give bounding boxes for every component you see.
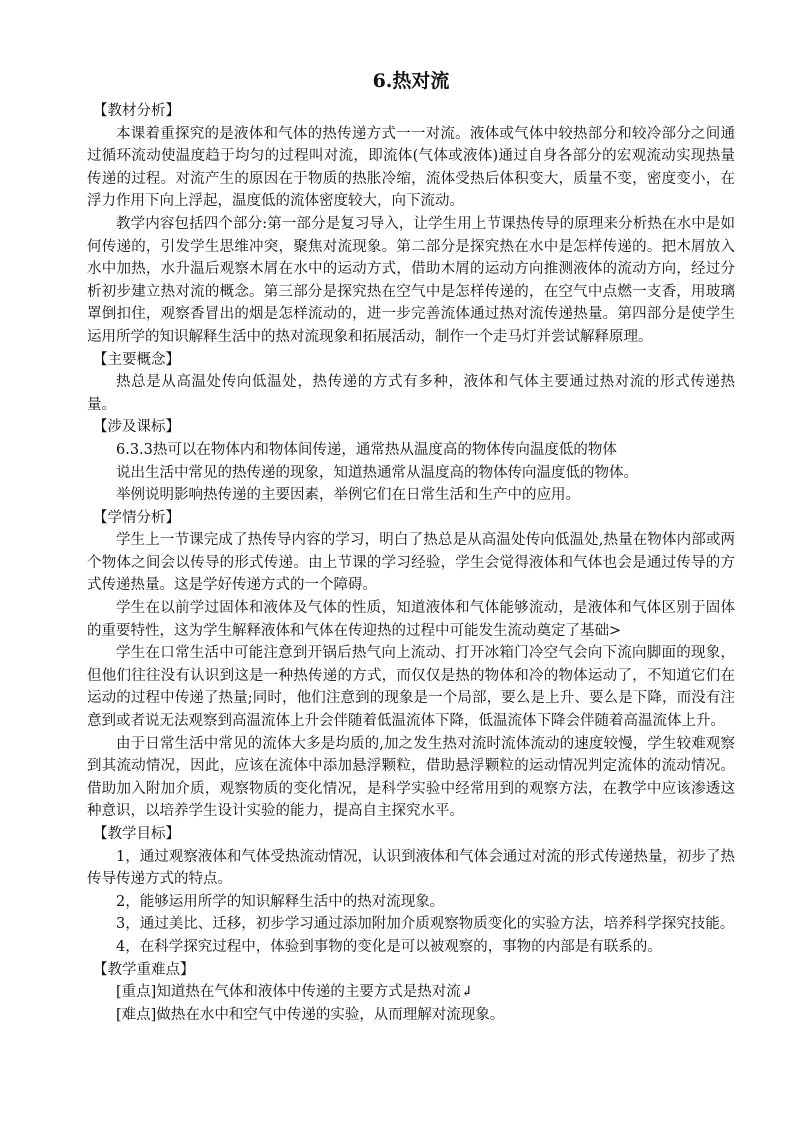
paragraph: 学生在以前学过固体和液体及气体的性质，知道液体和气体能够流动，是液体和气体区别于固体的重要特性，这为学生解释液体和气体在传迎热的过程中可能发生流动奠定了基础>: [87, 600, 735, 639]
standard-line: 举例说明影响热传递的主要因素，举例它们在日常生活和生产中的应用。: [116, 487, 580, 504]
keypoint-item: [重点]知道热在气体和液体中传递的主要方式是热对流↲: [116, 984, 473, 1001]
paragraph: 学生上一节课完成了热传导内容的学习，明白了热总是从高温处传向低温处,热量在物体内部或两个物体之间会以传导的形式传递。由上节课的学习经验，学生会觉得液体和气体也会是通过传导的方式传递热量。这是学好传递方式的一个障碍。: [87, 532, 735, 594]
standard-line: 说出生活中常见的热传递的现象，知道热通常从温度高的物体传向温度低的物体。: [116, 464, 638, 481]
goal-item: 3，通过美比、迁移，初步学习通过添加附加介质观察物质变化的实验方法，培养科学探究技能。: [116, 916, 735, 933]
paragraph: 学生在口常生活中可能注意到开锅后热气向上流动、打开冰箱门冷空气会向下流向脚面的现象，但他们往往没有认识到这是一种热传递的方式，而仅仅是热的物体和冷的物体运动了，不知道它们在运动的过程中传递了热量;同时，他们注意到的现象是一个局部，要么是上升、要么是下降，而没有注意到或者说无法观察到高温流体上升会伴随着低温流体下降，低温流体下降会伴随着高温流体上升。: [87, 645, 735, 730]
paragraph: 本课着重探究的是液体和气体的热传递方式一一对流。液体或气体中较热部分和较冷部分之间通过循环流动使温度趋于均匀的过程叫对流，即流体(气体或液体)通过自身各部分的宏观流动实现热量传递的过程。对流产生的原因在于物质的热胀冷缩，流体受热后体积变大，质量不变，密度变小，在浮力作用下向上浮起，温度低的流体密度较大，向下流动。: [87, 125, 735, 210]
goal-item: 1，通过观察液体和气体受热流动情况，认识到液体和气体会通过对流的形式传递热量，初步了热传导传递方式的特点。: [87, 848, 735, 888]
paragraph: 教学内容包括四个部分:第一部分是复习导入，让学生用上节课热传导的原理来分析热在水中是如何传递的，引发学生思维冲突，聚焦对流现象。第二部分是探究热在水中是怎样传递的。把木屑放入水中加热，水升温后观察木屑在水中的运动方式，借助木屑的运动方向推测液体的流动方向，经过分析初步建立热对流的概念。第三部分是探究热在空气中是怎样传递的，在空气中点燃一支香，用玻璃罩倒扣住，观察香冒出的烟是怎样流动的，进一步完善流体通过热对流传递热量。第四部分是使学生运用所学的知识解释生活中的热对流现象和拓展活动，制作一个走马灯并尝试解释原理。: [87, 215, 735, 345]
paragraph: 热总是从高温处传向低温处，热传递的方式有多种，液体和气体主要通过热对流的形式传递热量。: [87, 374, 735, 413]
section-heading-keypoints: 【教学重难点】: [93, 961, 195, 978]
keypoint-item: [难点]做热在水中和空气中传递的实验，从而理解对流现象。: [116, 1006, 505, 1023]
standard-line: 6.3.3热可以在物体内和物体间传递，通常热从温度高的物体传向温度低的物体: [116, 441, 617, 458]
section-heading-goals: 【教学目标】: [93, 826, 180, 842]
document-page: [87, 66, 735, 1026]
section-heading-analysis: 【教材分析】: [93, 103, 180, 119]
section-heading-students: 【学情分析】: [93, 509, 180, 526]
page-title: 6.热对流: [372, 70, 450, 92]
section-heading-standards: 【涉及课标】: [93, 419, 180, 436]
goal-item: 2，能够运用所学的知识解释生活中的热对流现象。: [116, 893, 445, 910]
section-heading-concept: 【主要概念】: [93, 351, 180, 368]
paragraph: 由于日常生活中常见的流体大多是均质的,加之发生热对流时流体流动的速度较慢，学生较难观察到其流动情况，因此，应该在流体中添加悬浮颗粒，借助悬浮颗粒的运动情况判定流体的流动情况。借助加入附加介质，观察物质的变化情况，是科学实验中经常用到的观察方法，在教学中应该渗透这种意识，以培养学生设计实验的能力，提高自主探究水平。: [87, 735, 735, 820]
goal-item: 4，在科学探究过程中，体验到事物的变化是可以被观察的，事物的内部是有联系的。: [116, 938, 662, 955]
